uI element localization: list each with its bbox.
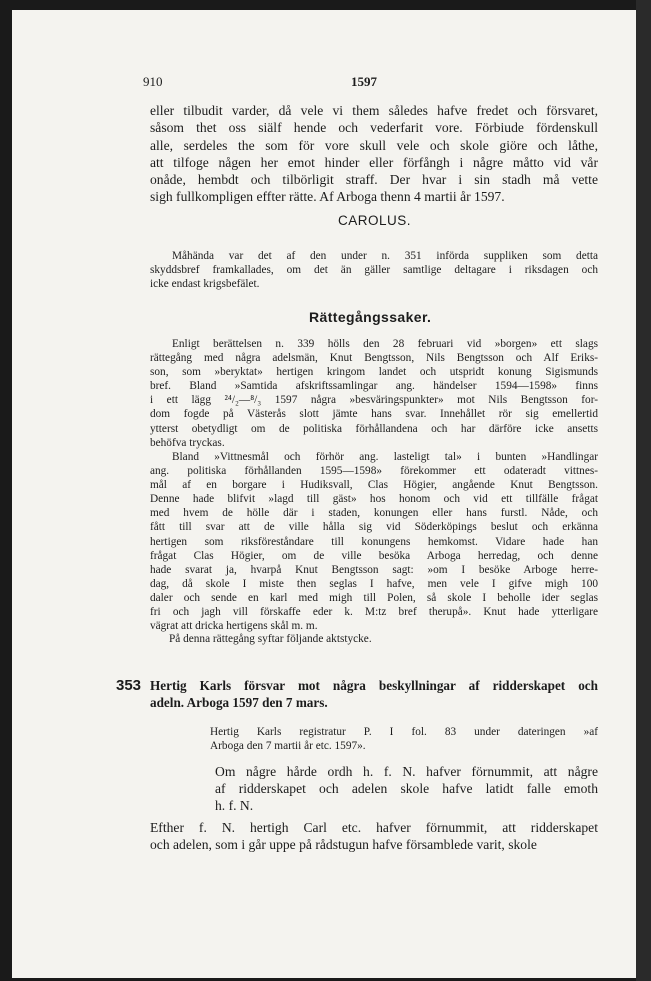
text-line: ytterst obetydligt om de politiska förhållandena och har därföre icke ansetts bbox=[150, 422, 598, 435]
text-line: Arboga den 7 martii år etc. 1597». bbox=[210, 740, 366, 753]
intro-paragraph bbox=[150, 102, 598, 206]
text-line: Hertig Karls försvar mot några beskyllningar af ridderskapet och bbox=[150, 678, 598, 693]
text-line: ang. politiska förhållanden 1595—1598» förekommer ett odateradt vittnes- bbox=[150, 465, 598, 478]
editorial-note bbox=[150, 249, 598, 292]
text-line: onåde, hembdt och tilbörligit straff. Der hvar i sin stadh må vette bbox=[150, 172, 598, 188]
letter-paragraph bbox=[150, 819, 598, 853]
section-heading: Rättegångssaker. bbox=[309, 309, 432, 325]
signature: CAROLUS. bbox=[338, 213, 412, 228]
text-line: son, som »beryktat» hertigen kringom landet och utspridt konung Sigismunds bbox=[150, 366, 598, 379]
text-line: daler och sende en karl med migh till Polen, så skole I beholle ider seglas bbox=[150, 591, 598, 604]
document-heading bbox=[150, 678, 598, 711]
text-line: i ett lägg ²⁴/₂—⁸/₃ 1597 några »besväringspunkter» mot Nils Bengtsson for- bbox=[150, 394, 598, 407]
running-head-year: 1597 bbox=[351, 74, 377, 89]
text-line: och adelen, som i går uppe på rådstugun hafve församblede varit, skole bbox=[150, 837, 537, 853]
text-line: skyddsbref framkallades, om det än gäller samtlige deltagare i riksdagen och bbox=[150, 264, 598, 277]
book-page bbox=[12, 10, 636, 978]
text-line: rättegång med några adelsmän, Knut Bengtsson, Nils Bengtsson och Alf Eriks- bbox=[150, 352, 598, 365]
text-line: icke endast krigsbefälet. bbox=[150, 278, 260, 291]
text-line: Enligt berättelsen n. 339 hölls den 28 februari vid »borgen» ett slags bbox=[172, 338, 598, 350]
body-paragraph bbox=[150, 337, 598, 450]
text-line: bref. Bland »Samtida afskriftssamlingar ang. händelser 1594—1598» finns bbox=[150, 380, 598, 393]
text-line: behöfva tryckas. bbox=[150, 436, 225, 449]
text-line: fått till svar att de ville hålla sig vid Söderköpings beslut och erkänna bbox=[150, 521, 598, 534]
text-line: med hvem de hölle där i staden, konungen eller hans furstl. Nåde, och bbox=[150, 507, 598, 520]
text-line: Bland »Vittnesmål och förhör ang. lasteligt tal» i bunten »Handlingar bbox=[172, 451, 598, 463]
text-line: mål af en borgare i Hudiksvall, Clas Högier, angående Knut Bengtsson. bbox=[150, 479, 598, 492]
text-line: vägrat att dricka hertigens skål m. m. bbox=[150, 620, 318, 633]
body-paragraph: På denna rättegång syftar följande aktstycke. bbox=[169, 633, 372, 645]
document-number: 353 bbox=[116, 677, 142, 694]
text-line: dom fogde på Västerås slott jämte hans svar. Innehållet rör sig emellertid bbox=[150, 408, 598, 421]
scan-border bbox=[636, 0, 651, 981]
letter-paragraph bbox=[215, 763, 598, 815]
text-line: Om någre hårde ordh h. f. N. hafver förnummit, att någre bbox=[215, 764, 598, 779]
body-paragraph bbox=[150, 450, 598, 633]
page-number: 910 bbox=[143, 74, 163, 89]
text-line: Efther f. N. hertigh Carl etc. hafver förnummit, att ridderskapet bbox=[150, 820, 598, 835]
text-line: hade svarat ja, hvarpå Knut Bengtsson sagt: »om I besöke Arboge herre- bbox=[150, 563, 598, 576]
text-line: h. f. N. bbox=[215, 798, 254, 814]
text-line: dag, då skole I miste then seglas I hafve, men vele I gifve migh 100 bbox=[150, 577, 598, 590]
text-line: Denne hade blifvit »lagd till gäst» hos honom och vid ett tillfälle frågat bbox=[150, 493, 598, 506]
text-line: frågat Clas Högier, om de ville besöka Arboga herredag, och denne bbox=[150, 549, 598, 562]
text-line: Hertig Karls registratur P. I fol. 83 under dateringen »af bbox=[210, 726, 598, 738]
text-line: Måhända var det af den under n. 351 införda suppliken som detta bbox=[172, 250, 598, 262]
text-line: hertigen som riksföreståndare till konungens hemkomst. Vidare hade han bbox=[150, 535, 598, 548]
text-line: adeln. Arboga 1597 den 7 mars. bbox=[150, 694, 328, 710]
text-line: sigh fullkompligen effter rätte. Af Arboga thenn 4 martii år 1597. bbox=[150, 189, 505, 205]
text-line: fri och jagh vill förskaffe eder k. M:tz bref therupå». Knut hade ytterligare bbox=[150, 606, 598, 619]
text-line: såsom thet oss siälf hende och vederfarit vore. Förbiude fördenskull bbox=[150, 120, 598, 136]
text-line: att tilfoge någen her emot hinder eller förfångh i någre måtto vid vår bbox=[150, 154, 598, 170]
text-line: eller tilbudit varder, då vele vi them således hafve fredet och försvaret, bbox=[150, 103, 598, 118]
text-line: alle, serdeles the som för vore skull vele och skole giöre och låthe, bbox=[150, 137, 598, 153]
source-note bbox=[210, 725, 598, 753]
text-line: af ridderskapet och adelen skole hafve latidt falle emoth bbox=[215, 781, 598, 797]
